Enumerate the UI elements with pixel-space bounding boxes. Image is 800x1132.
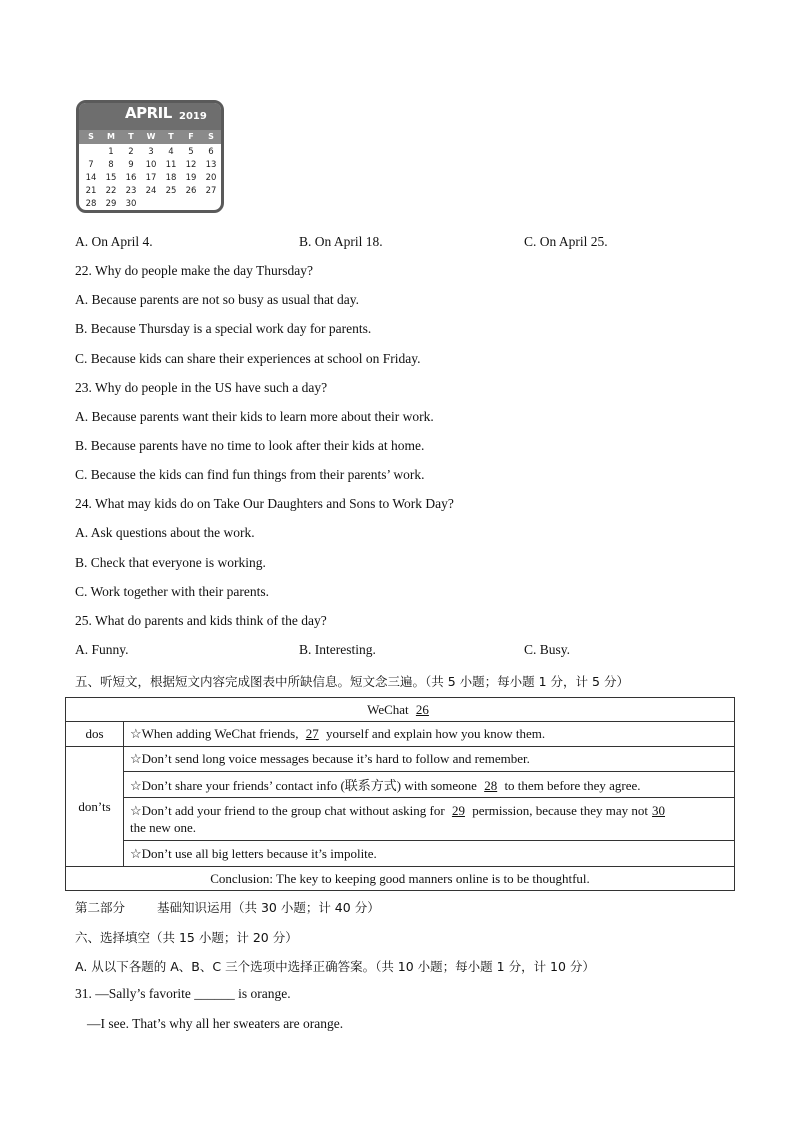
calendar-day: 18 <box>165 173 177 183</box>
section6-sub-a: A. 从以下各题的 A、B、C 三个选项中选择正确答案。（共 10 小题；每小题 1 分，计 10 分） <box>75 959 595 974</box>
q25-question: 25. What do parents and kids think of the day? <box>75 613 327 628</box>
blank-27: 27 <box>305 726 319 741</box>
q25-option-c: C. Busy. <box>524 642 571 657</box>
part2-title: 基础知识运用（共 30 小题；计 40 分） <box>156 900 380 915</box>
dos-row <box>66 722 735 747</box>
q25-option-a: A. Funny. <box>75 642 129 657</box>
dont3-text-2: permission, because they may not <box>472 803 649 818</box>
calendar-day: 19 <box>185 173 197 183</box>
calendar-day: 3 <box>148 147 154 157</box>
calendar-day: 23 <box>125 186 137 196</box>
blank-30: 30 <box>652 803 666 818</box>
q22-question: 22. Why do people make the day Thursday? <box>75 263 313 278</box>
dont-item-4: ☆Don’t use all big letters because it’s impolite. <box>124 841 735 867</box>
q21-option-b: B. On April 18. <box>299 234 383 249</box>
dos-item-text-2: yourself and explain how you know them. <box>326 726 546 741</box>
blank-29: 29 <box>451 803 465 818</box>
q25-option-b: B. Interesting. <box>299 642 376 657</box>
calendar-day: 13 <box>205 160 217 170</box>
table-title-text: WeChat <box>367 701 409 717</box>
calendar-day: 17 <box>145 173 157 183</box>
calendar-weekday: T <box>128 132 134 141</box>
dont2-text-2: to them before they agree. <box>504 778 641 793</box>
calendar-weekday: T <box>168 132 174 141</box>
q21-option-c: C. On April 25. <box>524 234 608 249</box>
calendar-day: 25 <box>165 186 177 196</box>
conclusion-row <box>66 867 735 891</box>
calendar-weekday: S <box>88 132 94 141</box>
april-calendar <box>76 100 224 213</box>
dont-row-2 <box>66 772 735 798</box>
calendar-day: 24 <box>145 186 157 196</box>
calendar-day <box>141 198 161 211</box>
q23-option-b: B. Because parents have no time to look after their kids at home. <box>75 438 425 453</box>
calendar-day <box>81 146 101 159</box>
dont-row-4 <box>66 841 735 867</box>
calendar-day: 11 <box>165 160 177 170</box>
part2-label: 第二部分 <box>75 900 126 915</box>
q23-question: 23. Why do people in the US have such a day? <box>75 380 328 395</box>
section5-heading: 五、听短文，根据短文内容完成图表中所缺信息。短文念三遍。（共 5 小题；每小题 1 分，计 5 分） <box>75 674 629 689</box>
dos-item-text-1: ☆When adding WeChat friends, <box>130 726 299 741</box>
calendar-day: 10 <box>145 160 157 170</box>
calendar-weekday: S <box>208 132 214 141</box>
blank-28: 28 <box>484 778 498 793</box>
q24-option-b: B. Check that everyone is working. <box>75 555 266 570</box>
calendar-day: 7 <box>88 160 94 170</box>
calendar-day: 6 <box>208 147 214 157</box>
q22-option-a: A. Because parents are not so busy as usual that day. <box>75 292 360 307</box>
dos-label: dos <box>66 722 124 747</box>
calendar-day <box>181 198 201 211</box>
q31-question: 31. —Sally’s favorite ______ is orange. <box>75 986 291 1001</box>
calendar-weekday: F <box>188 132 194 141</box>
calendar-day: 5 <box>188 147 194 157</box>
q21-option-a: A. On April 4. <box>75 234 153 249</box>
calendar-header <box>79 103 221 130</box>
calendar-day: 14 <box>85 173 97 183</box>
wechat-table <box>65 697 735 891</box>
calendar-day: 12 <box>185 160 197 170</box>
calendar-day: 2 <box>128 147 134 157</box>
calendar-year: 2019 <box>179 111 207 122</box>
calendar-weekday: W <box>146 132 156 141</box>
calendar-days <box>79 144 221 211</box>
table-title <box>66 698 735 722</box>
dont-row-3 <box>66 798 735 841</box>
blank-26: 26 <box>415 701 429 717</box>
dont3-text-3: the new one. <box>130 820 197 835</box>
calendar-month: APRIL <box>125 104 172 122</box>
q31-response: —I see. That’s why all her sweaters are orange. <box>87 1016 344 1031</box>
calendar-day: 22 <box>105 186 117 196</box>
dont-item-1: ☆Don’t send long voice messages because it’s hard to follow and remember. <box>124 747 735 772</box>
dont-row-1 <box>66 747 735 772</box>
dos-item <box>124 722 735 747</box>
calendar-day: 27 <box>205 186 217 196</box>
calendar-day: 29 <box>105 199 117 209</box>
calendar-day: 21 <box>85 186 97 196</box>
table-title-row <box>66 698 735 722</box>
q24-question: 24. What may kids do on Take Our Daughters and Sons to Work Day? <box>75 496 454 511</box>
table-conclusion: Conclusion: The key to keeping good manners online is to be thoughtful. <box>66 867 735 891</box>
q24-option-a: A. Ask questions about the work. <box>75 525 255 540</box>
q23-option-a: A. Because parents want their kids to learn more about their work. <box>75 409 434 424</box>
calendar-day: 28 <box>85 199 97 209</box>
dont2-text-1: ☆Don’t share your friends’ contact info (联系方式) with someone <box>130 778 477 793</box>
calendar-day: 15 <box>105 173 117 183</box>
calendar-day: 16 <box>125 173 137 183</box>
part2-heading <box>75 898 380 916</box>
calendar-day <box>161 198 181 211</box>
q22-option-b: B. Because Thursday is a special work day for parents. <box>75 321 372 336</box>
q24-option-c: C. Work together with their parents. <box>75 584 269 599</box>
calendar-day: 26 <box>185 186 197 196</box>
calendar-day: 8 <box>108 160 114 170</box>
dont3-text-1: ☆Don’t add your friend to the group chat without asking for <box>130 803 445 818</box>
section6-heading: 六、选择填空（共 15 小题；计 20 分） <box>75 930 298 945</box>
q22-option-c: C. Because kids can share their experiences at school on Friday. <box>75 351 421 366</box>
calendar-day: 9 <box>128 160 134 170</box>
calendar-day <box>201 198 221 211</box>
donts-label: don’ts <box>66 747 124 867</box>
calendar-day: 1 <box>108 147 114 157</box>
calendar-day: 20 <box>205 173 217 183</box>
calendar-weekday: M <box>107 132 115 141</box>
dont-item-2 <box>124 772 735 798</box>
calendar-day: 30 <box>125 199 137 209</box>
calendar-day: 4 <box>168 147 174 157</box>
q23-option-c: C. Because the kids can find fun things from their parents’ work. <box>75 467 425 482</box>
dont-item-3 <box>124 798 735 841</box>
calendar-weekdays <box>79 130 221 144</box>
